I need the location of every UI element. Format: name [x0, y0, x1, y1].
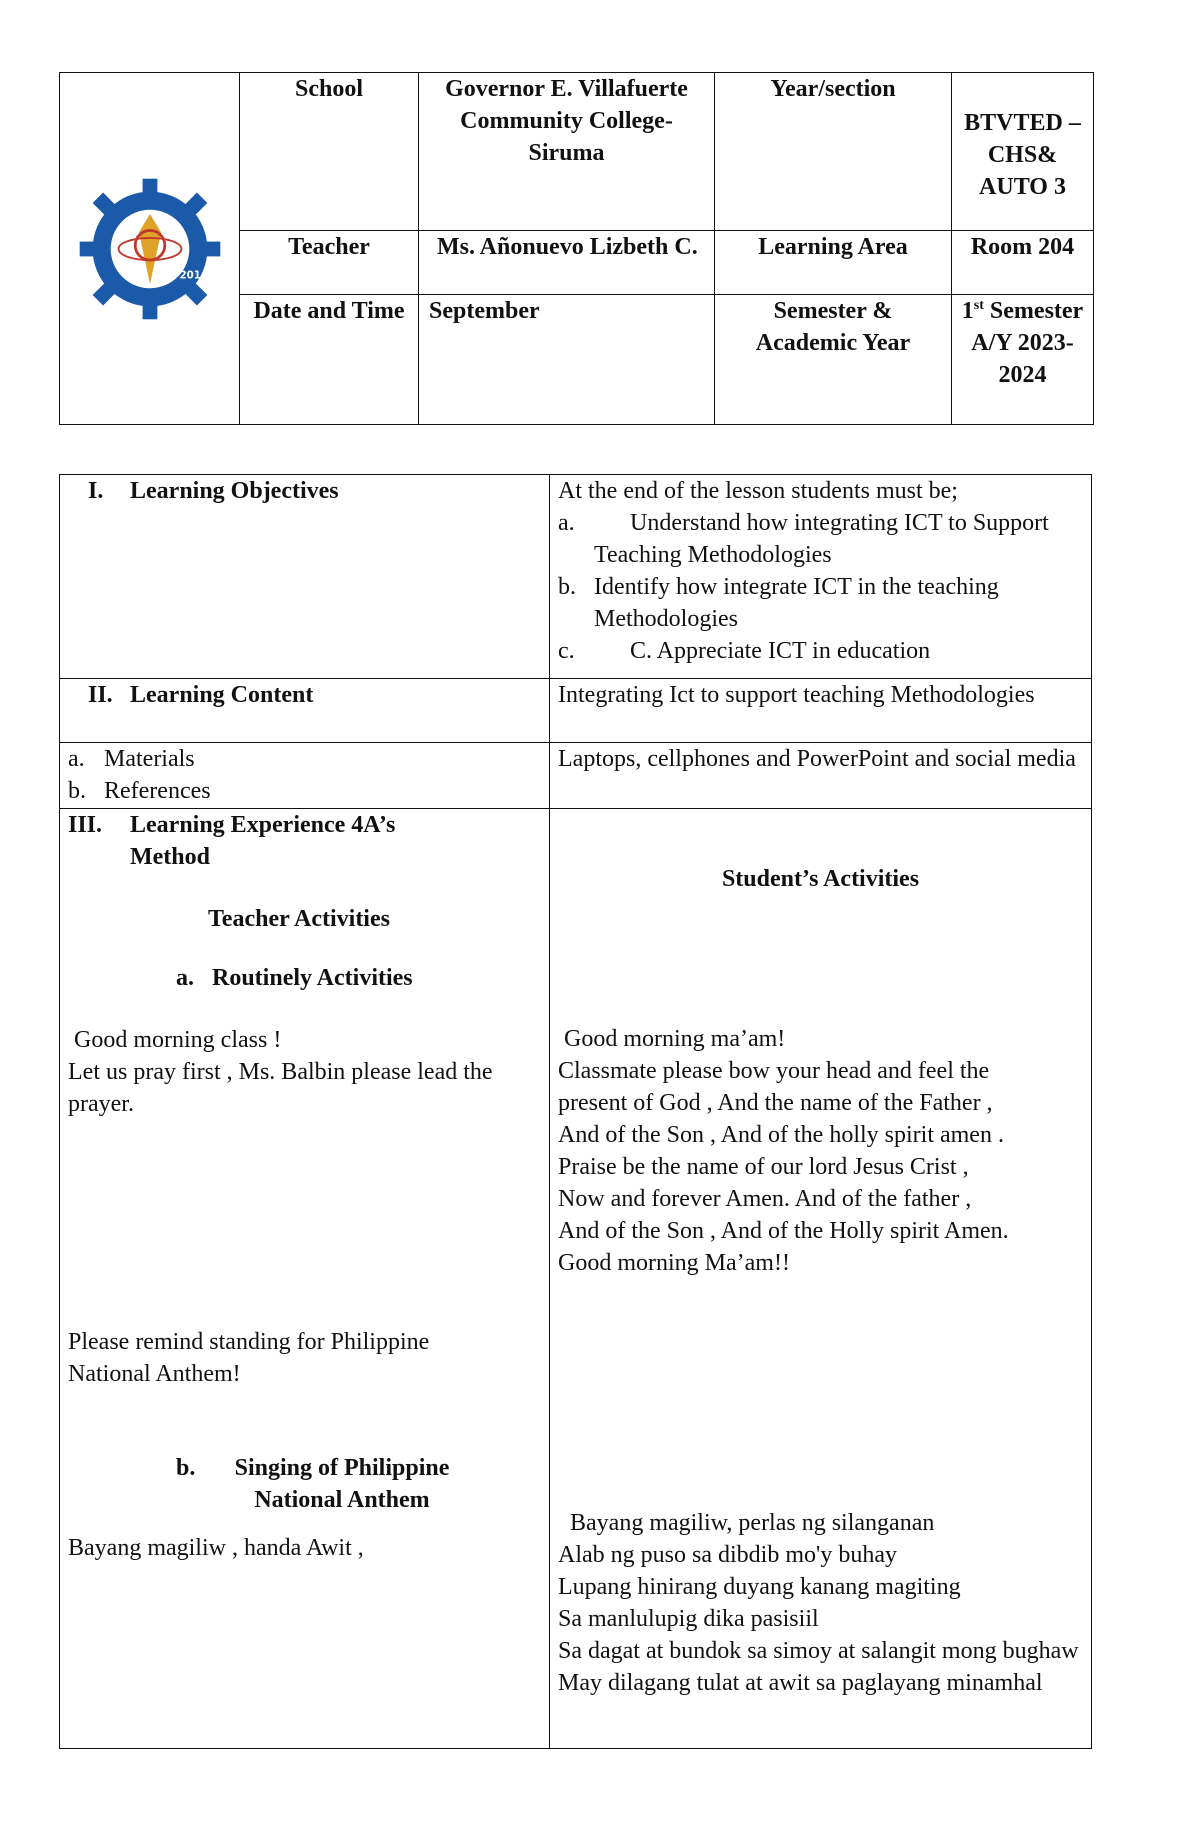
materials-list	[68, 743, 541, 807]
list-item: c. C. Appreciate ICT in education	[558, 638, 931, 664]
content-row	[60, 679, 1092, 743]
semester-label: Semester & Academic Year	[715, 295, 952, 425]
content-value: Integrating Ict to support teaching Methodologies	[550, 679, 1092, 743]
list-item: b. References	[68, 778, 211, 804]
student-activities-heading: Student’s Activities	[721, 866, 920, 892]
objectives-list	[558, 507, 1083, 667]
objectives-title: Learning Objectives	[130, 478, 339, 504]
content-heading-cell	[60, 679, 550, 743]
student-prayer: Classmate please bow your head and feel the present of God , And the name of the Father , And of the Son , And of the holly spirit amen . Praise be the name of our lord Jesus Crist , Now and forever Amen. And of the father , And of the Son , And of the Holly spirit Amen. Good morning Ma’am!!	[558, 1058, 1009, 1276]
content-num: II.	[88, 682, 113, 708]
year-section-value: BTVTED –CHS& AUTO 3	[952, 73, 1094, 231]
date-time-label: Date and Time	[240, 295, 419, 425]
routine-heading: a. Routinely Activities	[176, 965, 413, 991]
school-label: School	[240, 73, 419, 231]
logo-cell	[60, 73, 240, 425]
school-value: Governor E. Villafuerte Community College- Siruma	[419, 73, 715, 231]
objectives-heading-cell	[60, 475, 550, 679]
materials-row	[60, 743, 1092, 809]
semester-value: 1st Semester A/Y 2023-2024	[952, 295, 1094, 425]
materials-heading-cell	[60, 743, 550, 809]
teacher-anthem-start: Bayang magiliw , handa Awit ,	[68, 1535, 364, 1561]
list-item: b. Identify how integrate ICT in the teaching Methodologies	[558, 574, 999, 632]
date-time-value: September	[419, 295, 715, 425]
teacher-anthem-instruction: Please remind standing for Philippine National Anthem!	[68, 1329, 430, 1387]
student-greeting: Good morning ma’am!	[558, 1026, 786, 1052]
teacher-prayer: Let us pray first , Ms. Balbin please lead the prayer.	[68, 1059, 493, 1117]
teacher-activities-heading: Teacher Activities	[208, 906, 390, 932]
experience-num: III.	[68, 812, 103, 838]
experience-title: Learning Experience 4A’s Method	[130, 812, 396, 870]
college-logo	[76, 175, 224, 323]
header-table	[59, 72, 1094, 425]
objectives-num: I.	[88, 478, 104, 504]
logo-year: 2014	[179, 270, 208, 282]
lesson-plan-table	[59, 474, 1092, 1749]
objectives-intro: At the end of the lesson students must be;	[558, 478, 958, 504]
teacher-activities-cell	[60, 809, 550, 1749]
materials-value: Laptops, cellphones and PowerPoint and social media	[550, 743, 1092, 809]
teacher-value: Ms. Añonuevo Lizbeth C.	[419, 231, 715, 295]
objectives-value-cell	[550, 475, 1092, 679]
learning-area-label: Learning Area	[715, 231, 952, 295]
anthem-heading: b. Singing of Philippine National Anthem	[176, 1455, 450, 1513]
content-title: Learning Content	[130, 682, 314, 708]
teacher-greeting: Good morning class !	[68, 1027, 282, 1053]
year-section-label: Year/section	[715, 73, 952, 231]
student-anthem-lyrics: Bayang magiliw, perlas ng silanganan Alab ng puso sa dibdib mo'y buhay Lupang hinirang duyang kanang magiting Sa manlulupig dika pasisiil Sa dagat at bundok sa simoy at salangit mong bughaw May dilagang tulat at awit sa paglayang minamhal	[558, 1510, 1079, 1696]
objectives-row	[60, 475, 1092, 679]
student-activities-cell	[550, 809, 1092, 1749]
list-item: a. Understand how integrating ICT to Support Teaching Methodologies	[558, 510, 1055, 568]
list-item: a. Materials	[68, 746, 195, 772]
teacher-label: Teacher	[240, 231, 419, 295]
experience-row	[60, 809, 1092, 1749]
room-value: Room 204	[952, 231, 1094, 295]
